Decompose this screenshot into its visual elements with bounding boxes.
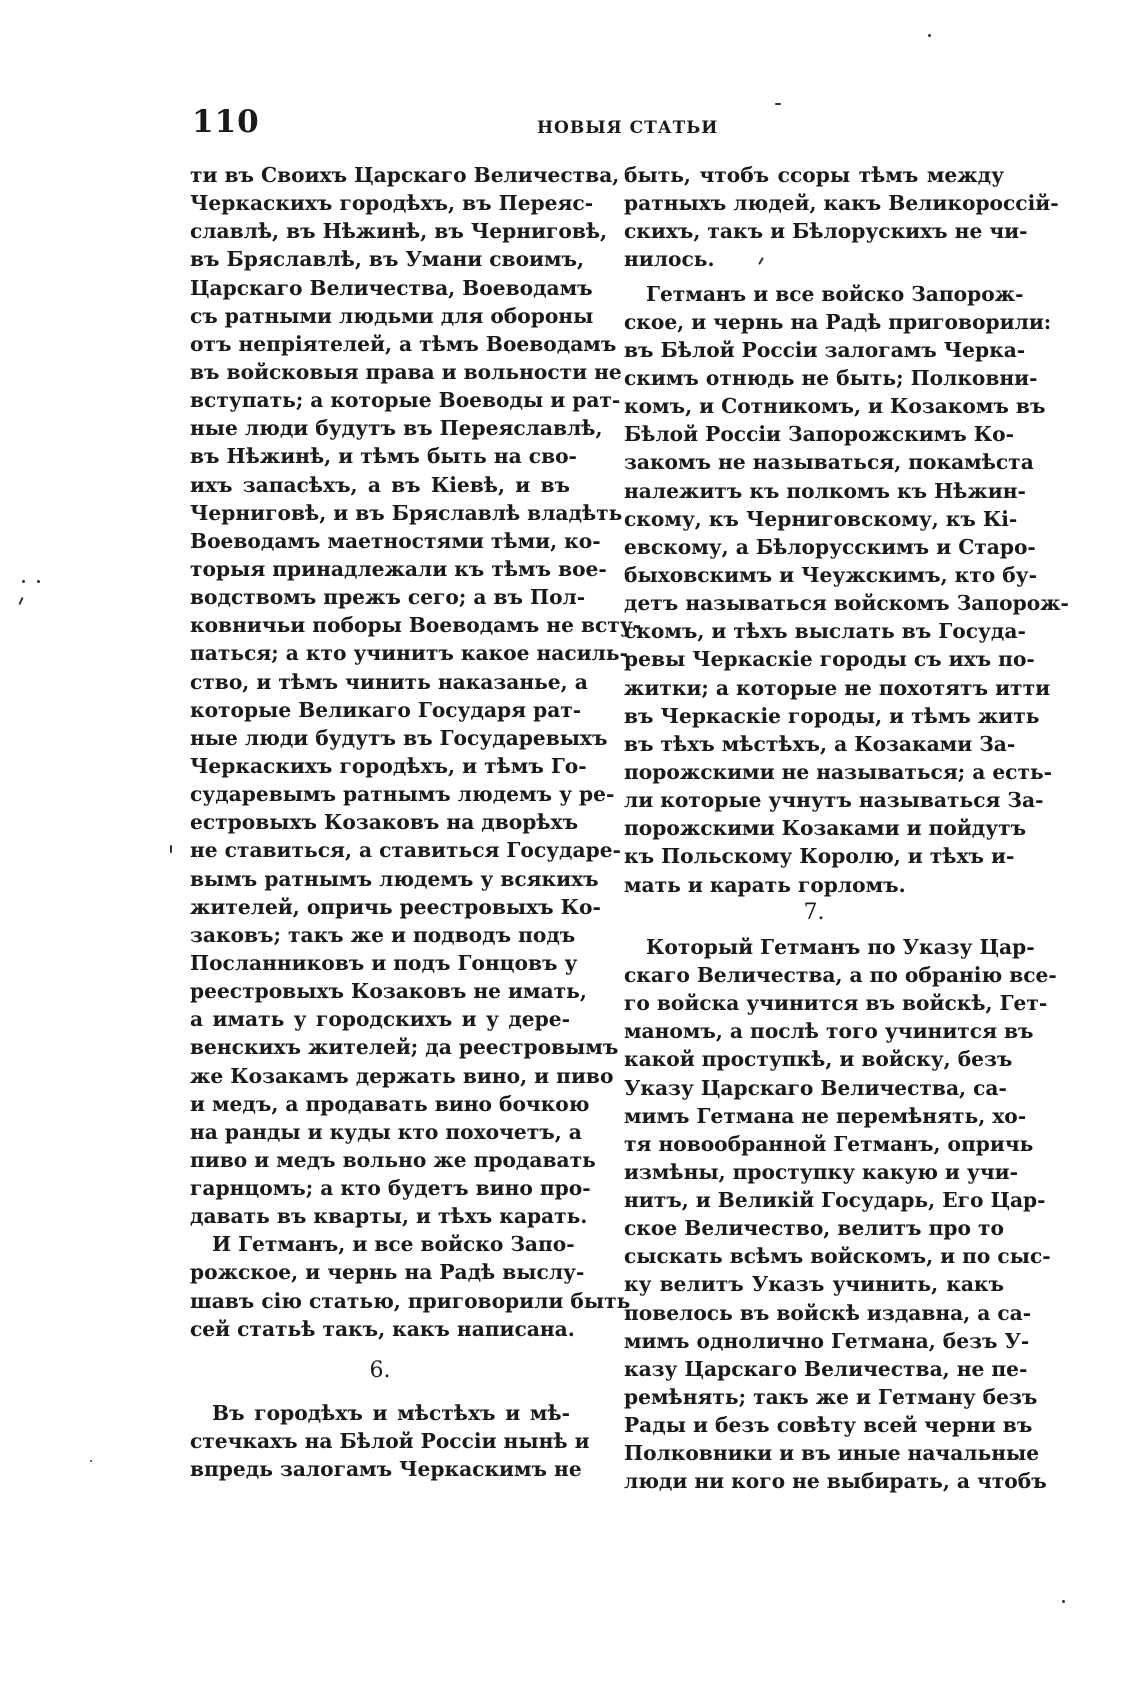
text-line: Указу Царскаго Величества, са-	[624, 1075, 1007, 1100]
text-line: водствомъ прежъ сего; а въ Пол-	[190, 585, 586, 610]
text-line: мимъ однолично Гетмана, безъ У-	[624, 1328, 1030, 1353]
text-line: вступать; а которые Воеводы и рат-	[190, 388, 621, 413]
text-line: мать и карать горломъ.	[624, 872, 906, 897]
scan-speck	[775, 103, 781, 105]
text-line: а имать у городскихъ и у дере-	[190, 1007, 570, 1032]
text-line: быховскимъ и Чеужскимъ, кто бу-	[624, 562, 1037, 587]
text-line: давать въ кварты, и тѣхъ карать.	[190, 1204, 588, 1229]
left-column	[190, 161, 642, 1483]
text-line: реестровыхъ Козаковъ не имать,	[190, 979, 587, 1004]
page-number: 110	[192, 104, 260, 140]
text-line: ковничьи поборы Воеводамъ не всту-	[190, 613, 642, 638]
page-header	[192, 104, 725, 148]
text-line: венскихъ жителей; да реестровымъ	[190, 1035, 619, 1060]
text-line: какой проступкѣ, и войску, безъ	[624, 1047, 1013, 1072]
text-line: скимъ отнюдь не быть; Полковни-	[624, 365, 1038, 390]
text-line: И Гетманъ, и все войско Запо-	[212, 1232, 575, 1257]
text-line: сыскать всѣмъ войскомъ, и по сыс-	[624, 1244, 1051, 1269]
text-line: шавъ сію статью, приговорили быть	[190, 1288, 631, 1313]
text-line: ку велитъ Указъ учинить, какъ	[624, 1272, 1004, 1297]
scan-speck	[90, 1460, 92, 1462]
text-line: Царскаго Величества, Воеводамъ	[190, 275, 593, 300]
right-column	[624, 161, 1069, 1496]
scan-speck	[18, 597, 23, 605]
text-line: Черниговѣ, и въ Бряславлѣ владѣть	[190, 500, 623, 525]
text-line: ство, и тѣмъ чинить наказанье, а	[190, 669, 588, 694]
left-paragraph-1	[190, 161, 642, 1230]
text-line: гарнцомъ; а кто будетъ вино про-	[190, 1176, 591, 1201]
text-line: ремѣнять; такъ же и Гетману безъ	[624, 1385, 1038, 1410]
text-line: не ставиться, а ставиться Государе-	[190, 838, 621, 863]
text-line: быть, чтобъ ссоры тѣмъ между	[624, 163, 1004, 187]
text-line: ные люди будутъ въ Государевыхъ	[190, 725, 608, 750]
text-line: ти въ Своихъ Царскаго Величества,	[190, 163, 620, 187]
text-line: маномъ, а послѣ того учинится въ	[624, 1019, 1034, 1044]
text-line: порожскими не называться; а есть-	[624, 759, 1053, 784]
text-line: измѣны, проступку какую и учи-	[624, 1159, 1018, 1184]
left-paragraph-2	[190, 1230, 631, 1343]
text-line: комъ, и Сотникомъ, и Козакомъ въ	[624, 394, 1046, 419]
text-line: ли которые учнутъ называться За-	[624, 788, 1044, 813]
text-line: тя новообранной Гетманъ, опричь	[624, 1131, 1034, 1156]
text-line: житки; а которые не похотятъ итти	[624, 675, 1051, 700]
text-line: пиво и медъ вольно же продавать	[190, 1147, 596, 1172]
text-line: на ранды и куды кто похочетъ, а	[190, 1119, 582, 1144]
text-line: стечкахъ на Бѣлой Россіи нынѣ и	[190, 1429, 590, 1454]
text-line: Бѣлой Россіи Запорожскимъ Ко-	[624, 422, 1014, 447]
section-number-6: 6.	[369, 1357, 391, 1383]
text-line: скомъ, и тѣхъ выслать въ Госуда-	[624, 619, 1026, 644]
text-line: повелось въ войскѣ издавна, а са-	[624, 1300, 1032, 1325]
text-line: ревы Черкаскіе городы съ ихъ по-	[624, 647, 1035, 672]
text-line: въ Черкаскіе городы, и тѣмъ жить	[624, 703, 1040, 728]
scan-speck	[1062, 1600, 1065, 1603]
text-line: мимъ Гетмана не перемѣнять, хо-	[624, 1103, 1027, 1128]
section-number-7: 7.	[803, 899, 825, 925]
text-line: отъ непріятелей, а тѣмъ Воеводамъ	[190, 331, 617, 356]
right-paragraph-2	[624, 280, 1069, 899]
scan-speck	[170, 845, 172, 853]
text-line: скому, къ Черниговскому, къ Кі-	[624, 506, 1018, 531]
text-line: скихъ, такъ и Бѣлорускихъ не чи-	[624, 219, 1028, 244]
text-line: казу Царскаго Величества, не пе-	[624, 1356, 1028, 1381]
text-line: рожское, и чернь на Радѣ выслу-	[190, 1260, 585, 1285]
text-line: заковъ; такъ же и подводъ подъ	[190, 922, 576, 947]
text-line: ратныхъ людей, какъ Великороссій-	[624, 191, 1059, 216]
text-line: въ тѣхъ мѣстѣхъ, а Козаками За-	[624, 731, 1016, 756]
text-line: Воеводамъ маетностями тѣми, ко-	[190, 528, 601, 553]
text-line: ные люди будутъ въ Переяславлѣ,	[190, 416, 603, 441]
text-line: которые Великаго Государя рат-	[190, 697, 582, 722]
text-line: сей статьѣ такъ, какъ написана.	[190, 1316, 575, 1341]
scan-speck	[928, 34, 931, 37]
text-line: евскому, а Бѣлорусскимъ и Старо-	[624, 534, 1036, 559]
text-line: въ Бряславлѣ, въ Умани своимъ,	[190, 247, 585, 272]
running-head: НОВЫЯ СТАТЬИ	[537, 118, 719, 138]
right-paragraph-1	[624, 161, 1059, 274]
text-line: Который Гетманъ по Указу Цар-	[646, 934, 1035, 959]
text-line: нитъ, и Великій Государь, Его Цар-	[624, 1188, 1046, 1213]
scan-speck	[37, 580, 40, 583]
scan-speck	[22, 580, 25, 583]
text-line: торыя принадлежали къ тѣмъ вое-	[190, 556, 607, 581]
text-line: къ Польскому Королю, и тѣхъ и-	[624, 844, 1015, 869]
text-line: въ Нѣжинѣ, и тѣмъ быть на сво-	[190, 444, 577, 469]
text-line: впредь залогамъ Черкаскимъ не	[190, 1457, 582, 1482]
text-line: Рады и безъ совѣту всей черни въ	[624, 1413, 1033, 1438]
text-line: скаго Величества, а по обранію все-	[624, 962, 1057, 987]
text-line: люди ни кого не выбирать, а чтобъ	[624, 1469, 1047, 1494]
text-line: естровыхъ Козаковъ на дворѣхъ	[190, 810, 579, 835]
text-line: ихъ запасѣхъ, а въ Кіевѣ, и въ	[190, 472, 570, 497]
text-line: Черкаскихъ городѣхъ, и тѣмъ Го-	[190, 753, 587, 778]
text-line: сударевымъ ратнымъ людемъ у ре-	[190, 782, 615, 807]
text-line: го войска учинится въ войскѣ, Гет-	[624, 991, 1048, 1016]
text-line: жителей, опричь реестровыхъ Ко-	[190, 894, 601, 919]
text-line: славлѣ, въ Нѣжинѣ, въ Черниговѣ,	[190, 219, 608, 244]
text-line: закомъ не называться, покамѣста	[624, 450, 1034, 475]
left-paragraph-3	[190, 1399, 590, 1483]
text-line: Посланниковъ и подъ Гонцовъ у	[190, 950, 578, 975]
text-line: належитъ къ полкомъ къ Нѣжин-	[624, 478, 1026, 503]
text-line: Въ городѣхъ и мѣстѣхъ и мѣ-	[212, 1401, 570, 1426]
text-line: Гетманъ и все войско Запорож-	[646, 281, 1024, 306]
text-line: Черкаскихъ городѣхъ, въ Переяс-	[190, 191, 594, 216]
text-line: и медъ, а продавать вино бочкою	[190, 1091, 590, 1116]
text-line: паться; а кто учинитъ какое насиль-	[190, 641, 628, 666]
text-line: съ ратными людьми для обороны	[190, 303, 594, 328]
text-line: порожскими Козаками и пойдутъ	[624, 816, 1027, 841]
text-line: Полковники и въ иные начальные	[624, 1441, 1040, 1466]
text-line: ское, и чернь на Радѣ приговорили:	[624, 309, 1052, 334]
right-paragraph-3	[624, 933, 1057, 1496]
text-line: вымъ ратнымъ людемъ у всякихъ	[190, 866, 599, 891]
text-line: же Козакамъ держать вино, и пиво	[190, 1063, 614, 1088]
text-line: въ войсковыя права и вольности не	[190, 359, 622, 384]
text-line: детъ называться войскомъ Запорож-	[624, 591, 1069, 616]
text-line: нилось.	[624, 247, 715, 272]
text-line: въ Бѣлой Россіи залогамъ Черка-	[624, 337, 1026, 362]
text-line: ское Величество, велитъ про то	[624, 1216, 1004, 1241]
